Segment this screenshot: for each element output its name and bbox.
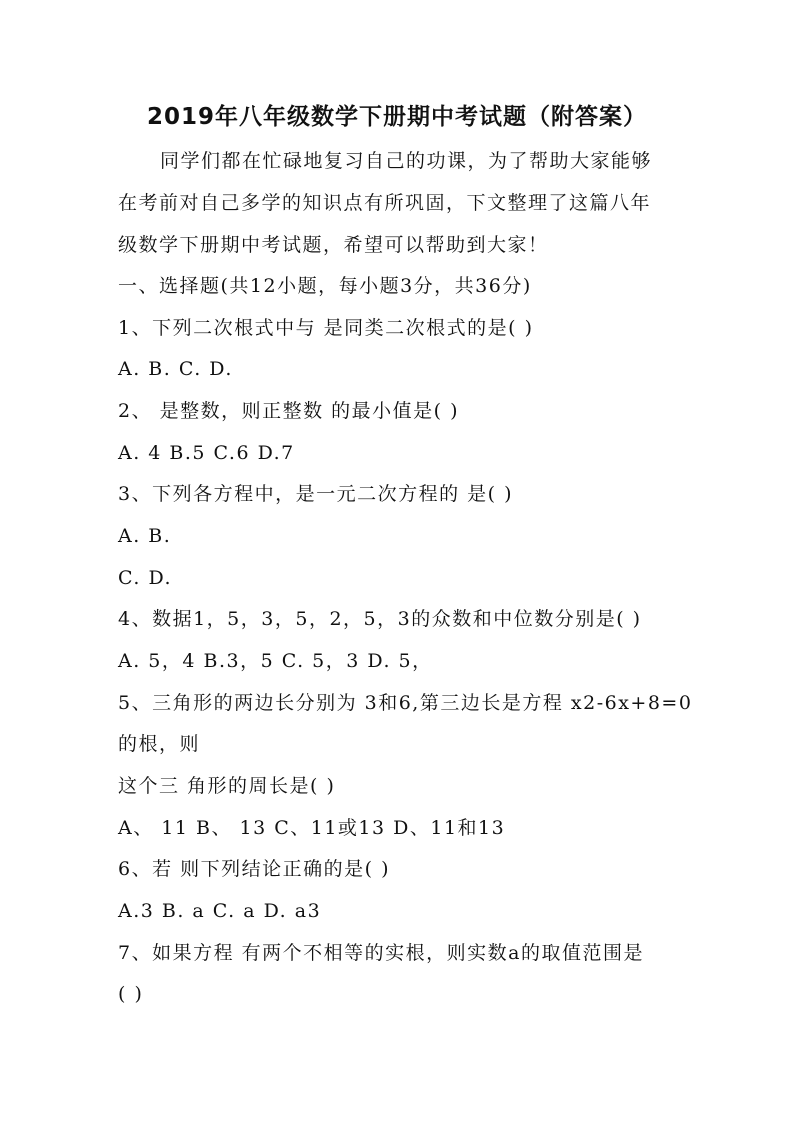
question-5-options: A、 11 B、 13 C、11或13 D、11和13 xyxy=(118,817,506,839)
question-7: 7、如果方程 有两个不相等的实根，则实数a的取值范围是 xyxy=(118,942,644,964)
question-6: 6、若 则下列结论正确的是( ) xyxy=(118,858,390,880)
question-4-options: A. 5，4 B.3，5 C. 5，3 D. 5， xyxy=(118,650,433,672)
intro-line-3: 级数学下册期中考试题，希望可以帮助到大家！ xyxy=(118,234,549,256)
question-7-continued: ( ) xyxy=(118,983,144,1005)
question-2-options: A. 4 B.5 C.6 D.7 xyxy=(118,442,295,464)
document-title: 2019年八年级数学下册期中考试题（附答案） xyxy=(146,104,647,130)
intro-line-1: 同学们都在忙碌地复习自己的功课，为了帮助大家能够 xyxy=(160,150,653,172)
intro-line-2: 在考前对自己多学的知识点有所巩固，下文整理了这篇八年 xyxy=(118,192,652,214)
question-3: 3、下列各方程中，是一元二次方程的 是( ) xyxy=(118,483,513,505)
question-3-options-cd: C. D. xyxy=(118,567,173,589)
question-5-stem: 这个三 角形的周长是( ) xyxy=(118,775,336,797)
question-2: 2、 是整数，则正整数 的最小值是( ) xyxy=(118,400,460,422)
question-5: 5、三角形的两边长分别为 3和6,第三边长是方程 x2-6x+8=0 xyxy=(118,692,693,714)
question-3-options-ab: A. B. xyxy=(118,525,172,547)
question-1: 1、下列二次根式中与 是同类二次根式的是( ) xyxy=(118,317,534,339)
question-5-continued: 的根，则 xyxy=(118,733,201,755)
question-1-options: A. B. C. D. xyxy=(118,358,233,380)
section-heading: 一、选择题(共12小题，每小题3分，共36分) xyxy=(118,275,532,297)
question-4: 4、数据1，5，3，5，2，5，3的众数和中位数分别是( ) xyxy=(118,608,642,630)
question-6-options: A.3 B. a C. a D. a3 xyxy=(118,900,322,922)
